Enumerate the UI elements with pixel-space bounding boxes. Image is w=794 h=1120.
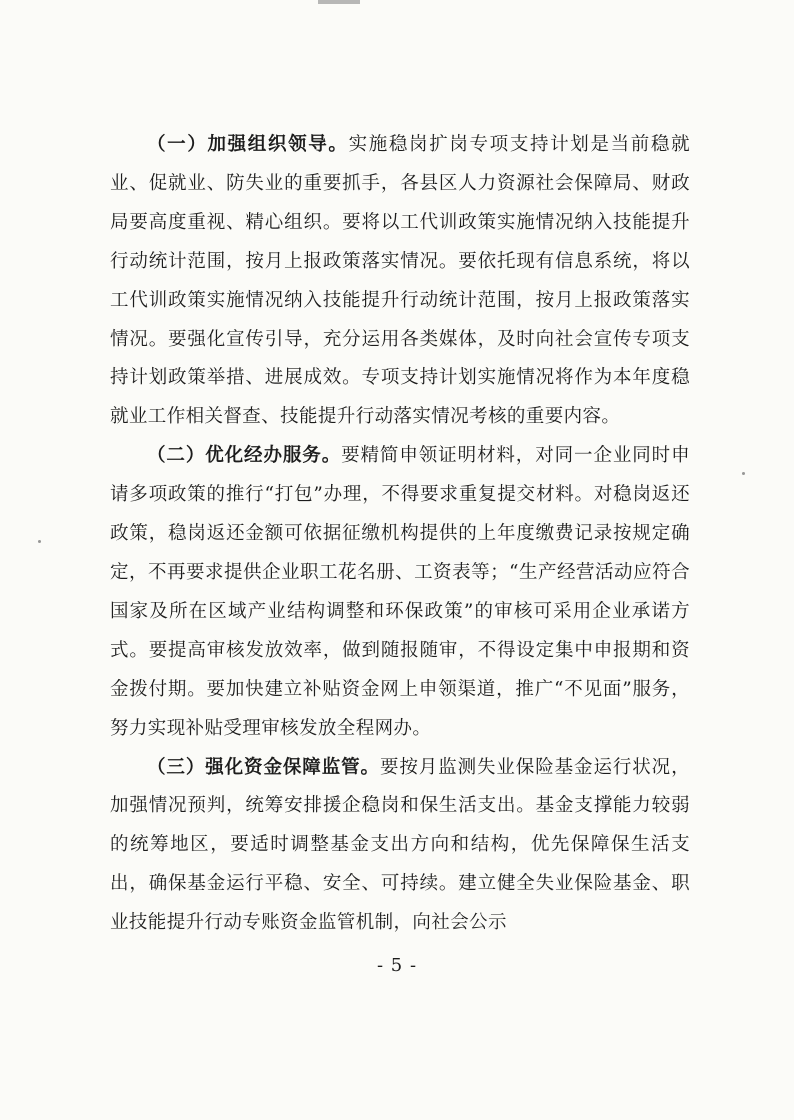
paragraph-optimize-services <box>110 437 690 748</box>
paragraph-text: 要按月监测失业保险基金运行状况，加强情况预判，统筹安排援企稳岗和保生活支出。基金支撑能力较弱的统筹地区，要适时调整基金支出方向和结构，优先保障保生活支出，确保基金运行平稳、安全、可持续。建立健全失业保险基金、职业技能提升行动专账资金监管机制，向社会公示 <box>110 756 690 934</box>
paragraph-text: 要精简申领证明材料，对同一企业同时申请多项政策的推行“打包”办理，不得要求重复提交材料。对稳岗返还政策，稳岗返还金额可依据征缴机构提供的上年度缴费记录按规定确定，不再要求提供企业职工花名册、工资表等；“生产经营活动应符合国家及所在区域产业结构调整和环保政策”的审核可采用企业承诺方式。要提高审核发放效率，做到随报随审，不得设定集中申报期和资金拨付期。要加快建立补贴资金网上申领渠道，推广“不见面”服务，努力实现补贴受理审核发放全程网办。 <box>110 445 690 739</box>
paragraph-organization-leadership <box>110 126 690 437</box>
paragraph-heading: （一）加强组织领导。 <box>147 134 349 155</box>
paragraph-fund-supervision <box>110 749 690 944</box>
document-body <box>110 126 690 943</box>
page-number: - 5 - <box>376 955 418 976</box>
paragraph-text: 实施稳岗扩岗专项支持计划是当前稳就业、促就业、防失业的重要抓手，各县区人力资源社会保障局、财政局要高度重视、精心组织。要将以工代训政策实施情况纳入技能提升行动统计范围，按月上报政策落实情况。要依托现有信息系统，将以工代训政策实施情况纳入技能提升行动统计范围，按月上报政策落实情况。要强化宣传引导，充分运用各类媒体，及时向社会宣传专项支持计划政策举措、进展成效。专项支持计划实施情况将作为本年度稳就业工作相关督查、技能提升行动落实情况考核的重要内容。 <box>110 134 690 428</box>
paragraph-heading: （二）优化经办服务。 <box>147 445 342 467</box>
paragraph-heading: （三）强化资金保障监管。 <box>147 756 380 778</box>
scan-speck <box>38 540 41 543</box>
scan-speck <box>742 472 745 475</box>
scan-edge-mark <box>318 0 360 4</box>
